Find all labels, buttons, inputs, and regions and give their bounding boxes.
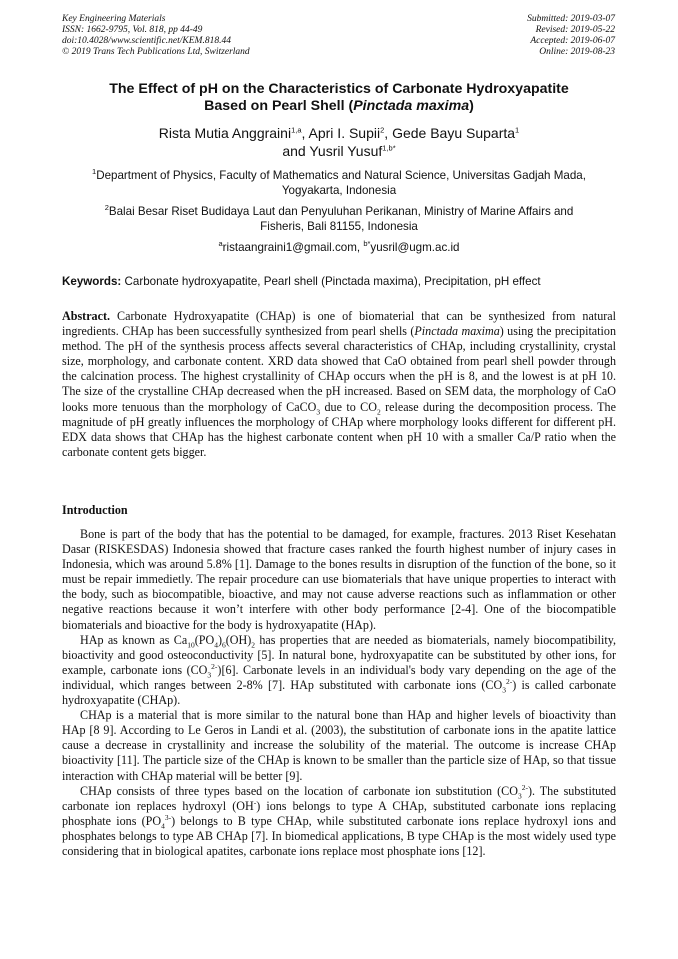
superscript: 2- — [211, 661, 218, 671]
paper-title — [62, 81, 616, 115]
affiliation-text: Fisheris, Bali 81155, Indonesia — [260, 220, 418, 233]
affiliation-text: Department of Physics, Faculty of Mathematics and Natural Science, Universitas Gadjah Mada, — [96, 169, 586, 182]
author-emails — [62, 240, 616, 255]
paragraph-2 — [62, 633, 616, 708]
paragraph-text: ) is called carbonate hydroxyapatite (CHAp). — [62, 677, 616, 708]
paragraph-text: has properties that are needed as biomaterials, namely biocompatibility, bioactivity and good osteoconductivity [5]. In natural bone, hydroxyapatite can be substituted by other ions, for example, carbonate ions (CO — [62, 632, 616, 677]
paragraph-text: )[6]. Carbonate levels in an individual's body vary depending on the age of the individual, which ranges between 2-8% [7]. HAp substituted with carbonate ions (CO — [62, 662, 617, 692]
email-mark: b* — [363, 239, 371, 249]
keywords-text: Carbonate hydroxyapatite, Pearl shell (Pinctada maxima), Precipitation, pH effect — [124, 275, 541, 288]
author-affiliation-mark: 2 — [380, 125, 385, 135]
author-affiliation-mark: 1,b* — [382, 143, 396, 153]
author-name: Apri I. Supii — [308, 125, 381, 141]
date-accepted: Accepted: 2019-06-07 — [530, 36, 615, 46]
paragraph-text: ) belongs to B type CHAp, while substituted carbonate ions replace hydroxyl ions and phosphates belongs to type AB CHAp [7]. In biomedical applications, B type CHAp is the most widely used type considering that in biological apatites, carbonate ions replace most phosphate ions [12]. — [62, 813, 616, 858]
email-2[interactable]: yusril@ugm.ac.id — [370, 241, 460, 254]
paragraph-text: ) ions belongs to type A CHAp, substituted carbonate ions replacing phosphate ions (PO — [62, 798, 616, 828]
keywords — [62, 275, 616, 289]
journal-issn: ISSN: 1662-9795, Vol. 818, pp 44-49 — [62, 25, 203, 35]
paragraph-3: CHAp is a material that is more similar to the natural bone than HAp and higher levels of bioactivity than HAp [8 9]. According to Le Geros in Landi et al. (2003), the substitution of carbonate ions in the apatite lattice cause a decrease in crystallinity and increase the solubility of the material. The outcome is increase CHAp bioactivity [11]. The particle size of the CHAp is known to be smaller than the particle size of HAp, so that tissue interaction with CHAp material will be better [9]. — [62, 708, 616, 783]
journal-info — [62, 14, 250, 58]
authors-line-1: Rista Mutia Anggraini$^{1,a}$, Apri I. Supii$^2$, Gede Bayu Suparta$^1$ — [158, 125, 520, 141]
author-name: Rista Mutia Anggraini — [158, 125, 292, 141]
subscript: 4 — [161, 821, 165, 831]
subscript: 3 — [207, 670, 212, 680]
paragraph-text: (OH) — [225, 632, 252, 647]
title-species: Pinctada maxima — [353, 98, 470, 114]
affiliation-text: Balai Besar Riset Budidaya Laut dan Penyuluhan Perikanan, Ministry of Marine Affairs and — [108, 205, 574, 218]
abstract-label: Abstract. — [62, 309, 111, 323]
paragraph-4 — [62, 784, 616, 859]
subscript: 3 — [502, 685, 506, 695]
paragraph-1: Bone is part of the body that has the potential to be damaged, for example, fractures. 2013 Riset Kesehatan Dasar (RISKESDAS) Indonesia showed that fracture cases ranked the fourth highest number of injury cases in Indonesia, which was around 5.8% [1]. Damage to the bones results in disruption of the function of the bone, so it must be repair immedietly. The repair procedure can use biomaterials that have unique properties to interact with the body, such as biocompatible, bioactive, and may not cause adverse reactions such as inflammation or other negative reactions because it won’t interfere with other body performance [2-4]. One of the biocompatible biomaterials and bioactive for the body is hydroxyapatite (HAp). — [62, 527, 616, 632]
affiliation-text: Yogyakarta, Indonesia — [281, 184, 397, 197]
author-name: Yusril Yusuf — [309, 143, 383, 159]
superscript: 2- — [505, 676, 513, 686]
author-name: Gede Bayu Suparta — [392, 125, 516, 141]
subscript: 2 — [251, 640, 256, 650]
abstract-text: release during the decomposition process. The magnitude of pH greatly influences the morphology of CHAp where morphology looks different for different pH. EDX data shows that CHAp has the highest carbonate content when pH 10 with a smaller Ca/P ratio when the carbonate content gets bigger. — [62, 399, 616, 459]
subscript: 10 — [187, 640, 195, 650]
title-text: ) — [469, 98, 474, 114]
paragraph-text: HAp as known as Ca — [80, 632, 188, 647]
email-mark: a — [218, 239, 223, 249]
journal-doi: doi:10.4028/www.scientific.net/KEM.818.44 — [62, 36, 231, 46]
date-online: Online: 2019-08-23 — [539, 47, 615, 57]
abstract — [62, 309, 616, 460]
title-text: Based on Pearl Shell ( — [204, 98, 354, 114]
affiliation-1 — [62, 168, 616, 198]
paragraph-text: CHAp consists of three types based on the location of carbonate ion substitution (CO — [80, 783, 518, 798]
author-list — [62, 124, 616, 160]
keywords-label: Keywords: — [62, 275, 122, 288]
affiliation-line — [62, 168, 616, 183]
superscript: 3- — [164, 812, 172, 822]
title-line-2 — [62, 98, 616, 115]
subscript: 4 — [214, 640, 218, 650]
subscript: 2 — [376, 406, 381, 416]
journal-name: Key Engineering Materials — [62, 14, 166, 24]
affiliation-2 — [62, 204, 616, 234]
paragraph-text: ) — [217, 632, 222, 647]
paragraph-text: ). The substituted carbonate ion replaces hydroxyl (OH — [62, 783, 616, 813]
subscript: 3 — [316, 406, 321, 416]
date-revised: Revised: 2019-05-22 — [535, 25, 615, 35]
journal-copyright: © 2019 Trans Tech Publications Ltd, Switzerland — [62, 47, 250, 57]
date-submitted: Submitted: 2019-03-07 — [527, 14, 615, 24]
abstract-species: Pinctada maxima — [414, 324, 500, 339]
abstract-text: ) using the precipitation method. The pH of the synthesis process affects several characteristics of CHAp, including crystallinity, crystal size, morphology, and carbonate content. XRD data showed that CaO obtained from pearl shell powder through the calcination process. The highest crystallinity of CHAp occurs when the pH is 8, and the lowest is at pH 10. The size of the crystalline CHAp decreased when the pH increased. Based on SEM data, the morphology of CaO looks more tenuous than the morphology of CaCO — [62, 324, 616, 414]
superscript: - — [253, 797, 257, 807]
author-affiliation-mark: 1 — [515, 125, 520, 135]
publication-dates — [527, 14, 615, 58]
affiliation-mark: 1 — [92, 167, 97, 177]
abstract-text: due to CO — [320, 399, 377, 414]
paragraph-text: (PO — [194, 632, 215, 647]
email-1[interactable]: ristaangraini1@gmail.com, — [222, 241, 361, 254]
abstract-text: Carbonate Hydroxyapatite (CHAp) is one of biomaterial that can be synthesized from natural ingredients. CHAp has been successfully synthesized from pearl shells ( — [62, 309, 616, 339]
affiliation-line — [62, 204, 616, 219]
title-line-1: The Effect of pH on the Characteristics of Carbonate Hydroxyapatite — [109, 81, 569, 97]
author-conjunction: and — [282, 143, 306, 159]
superscript: 2- — [521, 782, 528, 792]
affiliation-mark: 2 — [104, 203, 109, 213]
authors-line-2 — [62, 142, 616, 160]
subscript: 3 — [517, 791, 522, 800]
subscript: 6 — [222, 640, 226, 650]
section-heading-introduction: Introduction — [62, 503, 128, 517]
author-affiliation-mark: 1,a — [291, 125, 302, 135]
introduction-body — [62, 527, 616, 859]
